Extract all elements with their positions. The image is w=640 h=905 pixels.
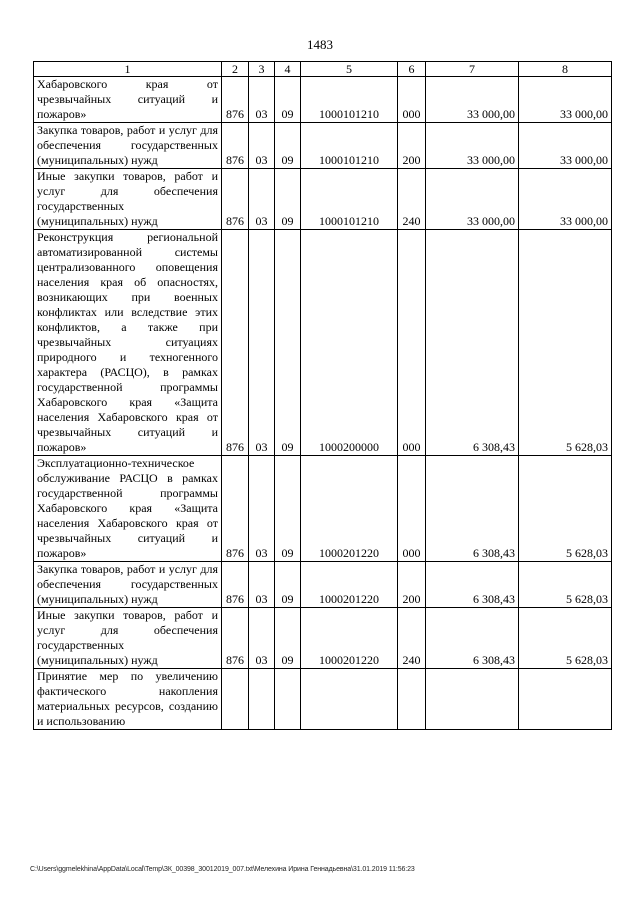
target-article-code: 1000201220	[301, 608, 398, 669]
grbs-code: 876	[222, 169, 249, 230]
amount-executed: 33 000,00	[519, 123, 612, 169]
subsection-code: 09	[275, 169, 301, 230]
table-row	[34, 77, 612, 123]
expense-type-code: 000	[398, 230, 426, 456]
expense-type-code: 000	[398, 456, 426, 562]
amount-approved: 6 308,43	[426, 456, 519, 562]
amount-executed: 33 000,00	[519, 169, 612, 230]
subsection-code: 09	[275, 77, 301, 123]
header-cell: 7	[426, 62, 519, 77]
header-cell: 6	[398, 62, 426, 77]
amount-executed: 5 628,03	[519, 608, 612, 669]
amount-executed: 5 628,03	[519, 230, 612, 456]
amount-executed: 5 628,03	[519, 562, 612, 608]
table-row	[34, 669, 612, 730]
section-code: 03	[249, 608, 275, 669]
row-name: Реконструкция региональной автоматизированной системы централизованного оповещения населения края об опасностях, возникающих при военных конфликтах или вследствие этих конфликтов, а также при чрезвычайных ситуациях природного и техногенного характера (РАСЦО), в рамках государственной программы Хабаровского края «Защита населения Хабаровского края от чрезвычайных ситуаций и пожаров»	[34, 230, 222, 456]
section-code: 03	[249, 169, 275, 230]
grbs-code: 876	[222, 456, 249, 562]
header-cell: 2	[222, 62, 249, 77]
subsection-code: 09	[275, 562, 301, 608]
table-header-row	[34, 62, 612, 77]
subsection-code: 09	[275, 230, 301, 456]
table-row	[34, 608, 612, 669]
header-cell: 1	[34, 62, 222, 77]
grbs-code: 876	[222, 230, 249, 456]
subsection-code: 09	[275, 123, 301, 169]
subsection-code	[275, 669, 301, 730]
expense-type-code: 000	[398, 77, 426, 123]
row-name: Закупка товаров, работ и услуг для обеспечения государственных (муниципальных) нужд	[34, 123, 222, 169]
table-row	[34, 169, 612, 230]
amount-approved: 6 308,43	[426, 562, 519, 608]
section-code: 03	[249, 456, 275, 562]
amount-executed: 33 000,00	[519, 77, 612, 123]
row-name: Эксплуатационно-техническое обслуживание РАСЦО в рамках государственной программы Хабаровского края «Защита населения Хабаровского края от чрезвычайных ситуаций и пожаров»	[34, 456, 222, 562]
row-name: Принятие мер по увеличению фактического накопления материальных ресурсов, созданию и использованию	[34, 669, 222, 730]
target-article-code: 1000101210	[301, 77, 398, 123]
amount-executed	[519, 669, 612, 730]
subsection-code: 09	[275, 456, 301, 562]
amount-approved: 6 308,43	[426, 230, 519, 456]
header-cell: 4	[275, 62, 301, 77]
grbs-code: 876	[222, 608, 249, 669]
grbs-code	[222, 669, 249, 730]
row-name: Иные закупки товаров, работ и услуг для обеспечения государственных (муниципальных) нужд	[34, 608, 222, 669]
table-row	[34, 456, 612, 562]
grbs-code: 876	[222, 562, 249, 608]
page-number: 1483	[307, 37, 333, 52]
section-code	[249, 669, 275, 730]
amount-approved: 33 000,00	[426, 123, 519, 169]
subsection-code: 09	[275, 608, 301, 669]
expense-type-code: 200	[398, 562, 426, 608]
amount-approved	[426, 669, 519, 730]
grbs-code: 876	[222, 123, 249, 169]
row-name: Закупка товаров, работ и услуг для обеспечения государственных (муниципальных) нужд	[34, 562, 222, 608]
section-code: 03	[249, 230, 275, 456]
table-row	[34, 230, 612, 456]
target-article-code	[301, 669, 398, 730]
expense-type-code: 200	[398, 123, 426, 169]
header-cell: 3	[249, 62, 275, 77]
target-article-code: 1000201220	[301, 562, 398, 608]
section-code: 03	[249, 77, 275, 123]
expense-type-code	[398, 669, 426, 730]
file-path-footer: C:\Users\ggmelekhina\AppData\Local\Temp\ЗК_00398_30012019_007.txt\Мелехина Ирина Геннадьевна\31.01.2019 11:56:23	[30, 866, 415, 873]
target-article-code: 1000101210	[301, 123, 398, 169]
target-article-code: 1000200000	[301, 230, 398, 456]
amount-approved: 33 000,00	[426, 169, 519, 230]
amount-approved: 6 308,43	[426, 608, 519, 669]
header-cell: 5	[301, 62, 398, 77]
grbs-code: 876	[222, 77, 249, 123]
table-row	[34, 123, 612, 169]
header-cell: 8	[519, 62, 612, 77]
amount-executed: 5 628,03	[519, 456, 612, 562]
table-row	[34, 562, 612, 608]
target-article-code: 1000101210	[301, 169, 398, 230]
amount-approved: 33 000,00	[426, 77, 519, 123]
section-code: 03	[249, 562, 275, 608]
row-name: Иные закупки товаров, работ и услуг для обеспечения государственных (муниципальных) нужд	[34, 169, 222, 230]
target-article-code: 1000201220	[301, 456, 398, 562]
expense-type-code: 240	[398, 169, 426, 230]
row-name: Хабаровского края от чрезвычайных ситуаций и пожаров»	[34, 77, 222, 123]
expense-type-code: 240	[398, 608, 426, 669]
section-code: 03	[249, 123, 275, 169]
budget-table	[33, 61, 612, 730]
